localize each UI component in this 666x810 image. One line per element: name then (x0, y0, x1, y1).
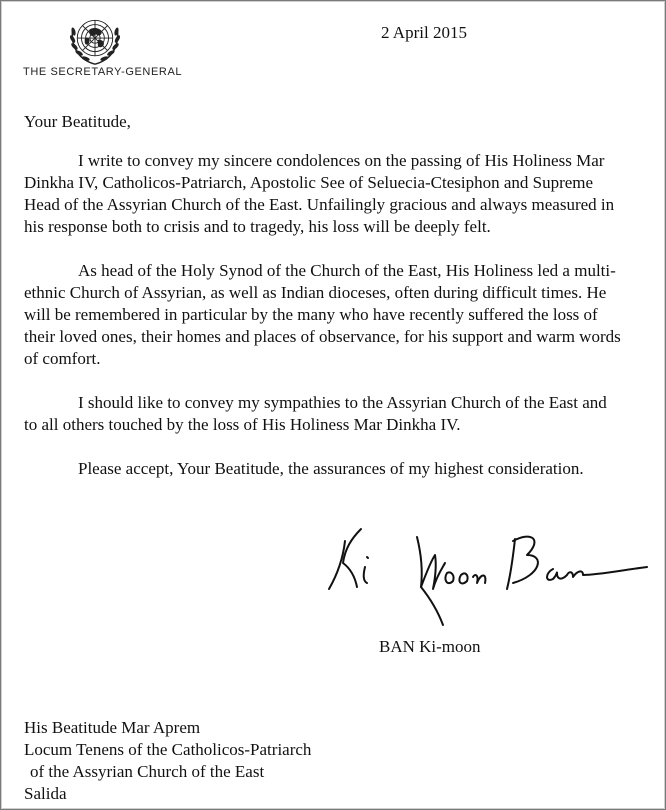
recipient-address (24, 717, 311, 805)
office-title: THE SECRETARY-GENERAL (23, 66, 183, 78)
paragraph-closing: Please accept, Your Beatitude, the assurances of my highest consideration. (78, 459, 584, 478)
recipient-line: Locum Tenens of the Catholicos-Patriarch (24, 740, 312, 759)
recipient-line: His Beatitude Mar Aprem (24, 718, 201, 737)
paragraph-holy-synod: As head of the Holy Synod of the Church of the East, His Holiness led a multi-ethnic Church of Assyrian, as well as Indian dioceses, often during difficult times. He will be remembered in particular by the many who have recently suffered the loss of their loved ones, their homes and places of observance, for his support and warm words of comfort. (24, 261, 621, 368)
recipient-line: Salida (24, 784, 67, 803)
paragraph-sympathies: I should like to convey my sympathies to the Assyrian Church of the East and to all others touched by the loss of His Holiness Mar Dinkha IV. (24, 393, 607, 434)
letter-date: 2 April 2015 (381, 23, 467, 42)
paragraph-condolences: I write to convey my sincere condolences on the passing of His Holiness Mar Dinkha IV, Catholicos-Patriarch, Apostolic See of Seluecia-Ctesiphon and Supreme Head of the Assyrian Church of the East. Unfailingly gracious and always measured in his response both to crisis and to tragedy, his loss will be deeply felt. (24, 151, 615, 236)
recipient-line: of the Assyrian Church of the East (30, 762, 265, 781)
signer-name: BAN Ki-moon (379, 637, 481, 656)
un-emblem-icon (67, 11, 123, 67)
handwritten-signature (317, 517, 649, 629)
letter-body (24, 150, 624, 502)
salutation: Your Beatitude, (24, 112, 131, 131)
